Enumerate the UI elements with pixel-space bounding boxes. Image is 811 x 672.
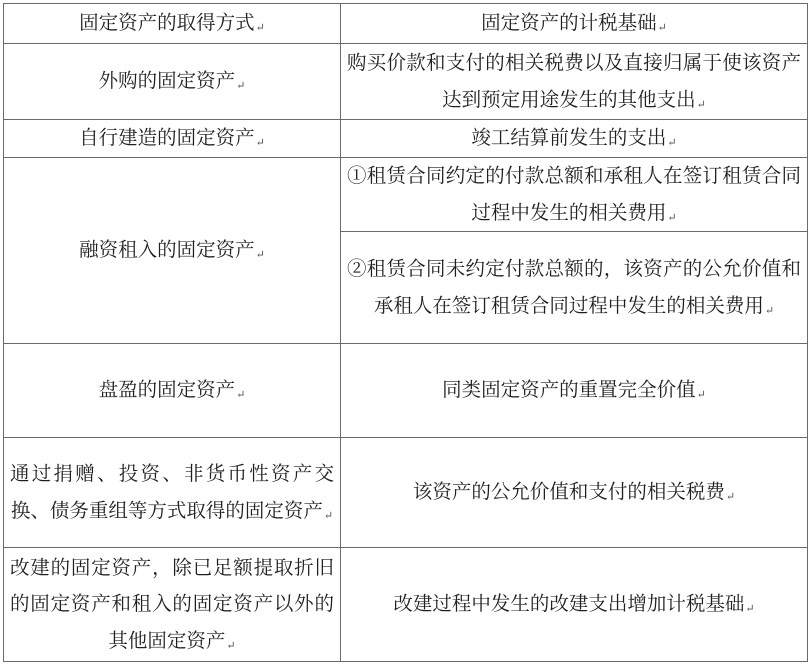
method-cell: 融资租入的固定资产↵ (4, 158, 341, 344)
method-cell: 外购的固定资产↵ (4, 44, 341, 120)
tax-basis-table (3, 3, 808, 662)
table-row (4, 344, 808, 438)
basis-cell: 该资产的公允价值和支付的相关税费↵ (341, 438, 808, 548)
paragraph-mark-icon: ↵ (725, 490, 736, 504)
basis-cell: 同类固定资产的重置完全价值↵ (341, 344, 808, 438)
method-cell: 盘盈的固定资产↵ (4, 344, 341, 438)
paragraph-mark-icon: ↵ (696, 388, 706, 402)
basis-cell: ②租赁合同未约定付款总额的，该资产的公允价值和承租人在签订租赁合同过程中发生的相关费用↵ (341, 232, 808, 344)
table-row (4, 120, 808, 158)
paragraph-mark-icon: ↵ (236, 79, 246, 93)
basis-cell: ①租赁合同约定的付款总额和承租人在签订租赁合同过程中发生的相关费用↵ (341, 158, 808, 232)
paragraph-mark-icon: ↵ (657, 21, 667, 35)
paragraph-mark-icon: ↵ (255, 21, 265, 35)
table-header-row (4, 4, 808, 44)
paragraph-mark-icon: ↵ (236, 388, 246, 402)
method-cell: 自行建造的固定资产↵ (4, 120, 341, 158)
table-row (4, 158, 808, 232)
method-cell: 改建的固定资产，除已足额提取折旧的固定资产和租入的固定资产以外的其他固定资产↵ (4, 548, 341, 662)
table-row (4, 438, 808, 548)
basis-cell: 竣工结算前发生的支出↵ (341, 120, 808, 158)
paragraph-mark-icon: ↵ (667, 136, 677, 150)
paragraph-mark-icon: ↵ (696, 97, 706, 111)
table-row (4, 548, 808, 662)
basis-cell: 购买价款和支付的相关税费以及直接归属于使该资产达到预定用途发生的其他支出↵ (341, 44, 808, 120)
header-method: 固定资产的取得方式↵ (4, 4, 341, 44)
paragraph-mark-icon: ↵ (255, 248, 265, 262)
basis-cell: 改建过程中发生的改建支出增加计税基础↵ (341, 548, 808, 662)
paragraph-mark-icon: ↵ (226, 638, 236, 652)
method-cell: 通过捐赠、投资、非货币性资产交换、债务重组等方式取得的固定资产↵ (4, 438, 341, 548)
paragraph-mark-icon: ↵ (745, 602, 755, 616)
paragraph-mark-icon: ↵ (764, 303, 775, 317)
paragraph-mark-icon: ↵ (667, 210, 677, 224)
paragraph-mark-icon: ↵ (255, 136, 265, 150)
table-row (4, 44, 808, 120)
paragraph-mark-icon: ↵ (323, 508, 334, 522)
header-basis: 固定资产的计税基础↵ (341, 4, 808, 44)
